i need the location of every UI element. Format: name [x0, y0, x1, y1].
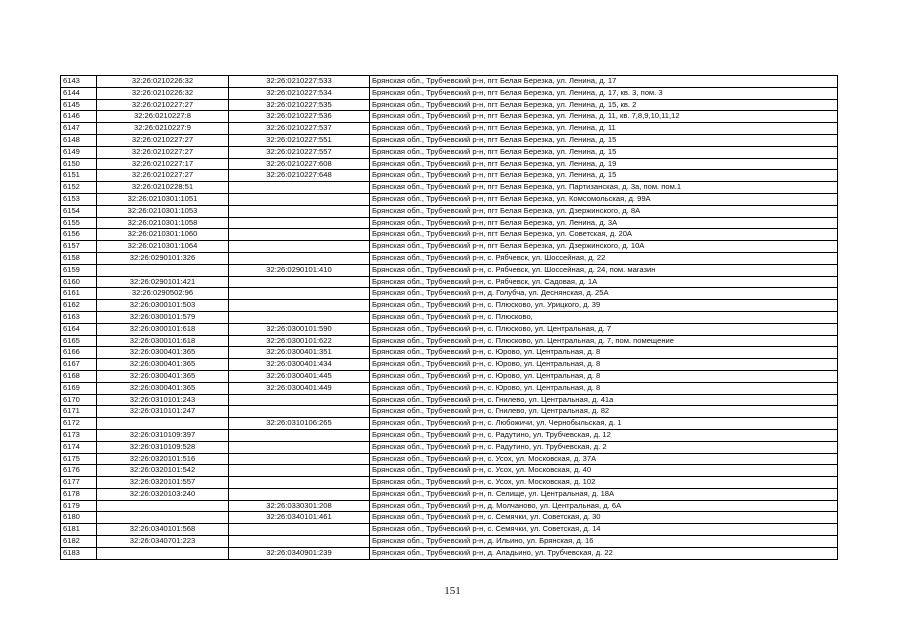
address-cell: Брянская обл., Трубчевский р-н, д. Молчаново, ул. Центральная, д. 6А [370, 500, 838, 512]
address-cell: Брянская обл., Трубчевский р-н, пгт Белая Березка, ул. Ленина, д. 15 [370, 146, 838, 158]
table-row [61, 123, 838, 135]
address-cell: Брянская обл., Трубчевский р-н, д. Ильино, ул. Брянская, д. 16 [370, 536, 838, 548]
address-cell: Брянская обл., Трубчевский р-н, с. Рябчевск, ул. Шоссейная, д. 22 [370, 252, 838, 264]
address-cell: Брянская обл., Трубчевский р-н, пгт Белая Березка, ул. Комсомольская, д. 99А [370, 193, 838, 205]
table-row [61, 300, 838, 312]
table-row [61, 146, 838, 158]
table-row [61, 252, 838, 264]
cadastral-parcel-cell: 32:26:0210227:27 [97, 134, 229, 146]
address-cell: Брянская обл., Трубчевский р-н, с. Рябчевск, ул. Шоссейная, д. 24, пом. магазин [370, 264, 838, 276]
address-cell: Брянская обл., Трубчевский р-н, пгт Белая Березка, ул. Ленина, д. 3А [370, 217, 838, 229]
cadastral-parcel-cell: 32:26:0210301:1060 [97, 229, 229, 241]
cadastral-parcel-cell: 32:26:0310109:397 [97, 429, 229, 441]
cadastral-parcel-cell: 32:26:0300401:365 [97, 347, 229, 359]
address-cell: Брянская обл., Трубчевский р-н, пгт Белая Березка, ул. Ленина, д. 15 [370, 170, 838, 182]
cadastral-object-cell [229, 205, 370, 217]
cadastral-object-cell: 32:26:0300101:590 [229, 323, 370, 335]
address-cell: Брянская обл., Трубчевский р-н, пгт Белая Березка, ул. Ленина, д. 11 [370, 123, 838, 135]
table-row [61, 217, 838, 229]
cadastral-object-cell: 32:26:0310106:265 [229, 418, 370, 430]
address-cell: Брянская обл., Трубчевский р-н, пгт Белая Березка, ул. Ленина, д. 17, кв. 3, пом. 3 [370, 87, 838, 99]
row-number-cell: 6171 [61, 406, 97, 418]
cadastral-parcel-cell: 32:26:0340701:223 [97, 536, 229, 548]
row-number-cell: 6158 [61, 252, 97, 264]
cadastral-object-cell [229, 406, 370, 418]
address-cell: Брянская обл., Трубчевский р-н, с. Радутино, ул. Трубчевская, д. 2 [370, 441, 838, 453]
cadastral-object-cell [229, 524, 370, 536]
cadastral-object-cell [229, 453, 370, 465]
cadastral-object-cell [229, 441, 370, 453]
table-row [61, 170, 838, 182]
row-number-cell: 6144 [61, 87, 97, 99]
row-number-cell: 6154 [61, 205, 97, 217]
cadastral-object-cell [229, 394, 370, 406]
cadastral-parcel-cell: 32:26:0340101:568 [97, 524, 229, 536]
row-number-cell: 6152 [61, 182, 97, 194]
row-number-cell: 6166 [61, 347, 97, 359]
cadastral-object-cell [229, 288, 370, 300]
table-row [61, 359, 838, 371]
cadastral-object-cell: 32:26:0210227:534 [229, 87, 370, 99]
cadastral-parcel-cell: 32:26:0210301:1051 [97, 193, 229, 205]
table-row [61, 394, 838, 406]
address-cell: Брянская обл., Трубчевский р-н, пгт Белая Березка, ул. Ленина, д. 15 [370, 134, 838, 146]
row-number-cell: 6162 [61, 300, 97, 312]
cadastral-object-cell [229, 429, 370, 441]
cadastral-parcel-cell: 32:26:0320101:542 [97, 465, 229, 477]
table-row [61, 418, 838, 430]
cadastral-parcel-cell: 32:26:0320101:516 [97, 453, 229, 465]
row-number-cell: 6169 [61, 382, 97, 394]
table-row [61, 500, 838, 512]
row-number-cell: 6174 [61, 441, 97, 453]
cadastral-object-cell [229, 465, 370, 477]
cadastral-object-cell [229, 182, 370, 194]
cadastral-parcel-cell: 32:26:0300401:365 [97, 359, 229, 371]
address-cell: Брянская обл., Трубчевский р-н, с. Юрово, ул. Центральная, д. 8 [370, 370, 838, 382]
address-cell: Брянская обл., Трубчевский р-н, с. Юрово, ул. Центральная, д. 8 [370, 382, 838, 394]
address-cell: Брянская обл., Трубчевский р-н, пгт Белая Березка, ул. Ленина, д. 17 [370, 76, 838, 88]
cadastral-parcel-cell: 32:26:0320101:557 [97, 477, 229, 489]
table-row [61, 347, 838, 359]
cadastral-object-cell [229, 193, 370, 205]
address-cell: Брянская обл., Трубчевский р-н, с. Радутино, ул. Трубчевская, д. 12 [370, 429, 838, 441]
row-number-cell: 6183 [61, 547, 97, 559]
address-cell: Брянская обл., Трубчевский р-н, д. Аладьино, ул. Трубчевская, д. 22 [370, 547, 838, 559]
table-row [61, 276, 838, 288]
row-number-cell: 6180 [61, 512, 97, 524]
table-row [61, 512, 838, 524]
cadastral-parcel-cell: 32:26:0210226:32 [97, 76, 229, 88]
cadastral-parcel-cell: 32:26:0290101:421 [97, 276, 229, 288]
cadastral-object-cell: 32:26:0210227:536 [229, 111, 370, 123]
table-row [61, 406, 838, 418]
row-number-cell: 6163 [61, 311, 97, 323]
address-cell: Брянская обл., Трубчевский р-н, пгт Белая Березка, ул. Дзержинского, д. 8А [370, 205, 838, 217]
cadastral-object-cell [229, 300, 370, 312]
row-number-cell: 6178 [61, 488, 97, 500]
table-row [61, 547, 838, 559]
cadastral-object-cell [229, 311, 370, 323]
cadastral-parcel-cell: 32:26:0210228:51 [97, 182, 229, 194]
table-row [61, 205, 838, 217]
address-cell: Брянская обл., Трубчевский р-н, с. Усох, ул. Московская, д. 40 [370, 465, 838, 477]
row-number-cell: 6173 [61, 429, 97, 441]
table-row [61, 477, 838, 489]
cadastral-parcel-cell: 32:26:0310101:243 [97, 394, 229, 406]
cadastral-parcel-cell: 32:26:0300101:579 [97, 311, 229, 323]
row-number-cell: 6157 [61, 241, 97, 253]
table-row [61, 288, 838, 300]
cadastral-object-cell [229, 217, 370, 229]
cadastral-object-cell: 32:26:0210227:535 [229, 99, 370, 111]
address-cell: Брянская обл., Трубчевский р-н, пгт Белая Березка, ул. Ленина, д. 15, кв. 2 [370, 99, 838, 111]
row-number-cell: 6143 [61, 76, 97, 88]
address-cell: Брянская обл., Трубчевский р-н, пгт Белая Березка, ул. Ленина, д. 19 [370, 158, 838, 170]
row-number-cell: 6149 [61, 146, 97, 158]
table-row [61, 370, 838, 382]
cadastral-object-cell: 32:26:0300101:622 [229, 335, 370, 347]
address-cell: Брянская обл., Трубчевский р-н, с. Семячки, ул. Советская, д. 30 [370, 512, 838, 524]
address-cell: Брянская обл., Трубчевский р-н, п. Селище, ул. Центральная, д. 18А [370, 488, 838, 500]
cadastral-object-cell: 32:26:0330301:208 [229, 500, 370, 512]
table-row [61, 241, 838, 253]
row-number-cell: 6167 [61, 359, 97, 371]
cadastral-object-cell [229, 536, 370, 548]
cadastral-object-cell: 32:26:0210227:648 [229, 170, 370, 182]
row-number-cell: 6147 [61, 123, 97, 135]
row-number-cell: 6160 [61, 276, 97, 288]
cadastral-object-cell: 32:26:0210227:533 [229, 76, 370, 88]
row-number-cell: 6164 [61, 323, 97, 335]
table-row [61, 99, 838, 111]
table-row [61, 429, 838, 441]
cadastral-object-cell [229, 229, 370, 241]
cadastral-parcel-cell: 32:26:0210227:17 [97, 158, 229, 170]
address-cell: Брянская обл., Трубчевский р-н, с. Усох, ул. Московская, д. 37А [370, 453, 838, 465]
cadastral-object-cell [229, 488, 370, 500]
table-row [61, 229, 838, 241]
cadastral-parcel-cell: 32:26:0300101:618 [97, 335, 229, 347]
cadastral-parcel-cell: 32:26:0210227:8 [97, 111, 229, 123]
table-row [61, 524, 838, 536]
table-row [61, 158, 838, 170]
row-number-cell: 6161 [61, 288, 97, 300]
table-row [61, 453, 838, 465]
address-cell: Брянская обл., Трубчевский р-н, пгт Белая Березка, ул. Дзержинского, д. 10А [370, 241, 838, 253]
row-number-cell: 6179 [61, 500, 97, 512]
cadastral-parcel-cell [97, 500, 229, 512]
register-table [60, 75, 838, 560]
cadastral-object-cell: 32:26:0290101:410 [229, 264, 370, 276]
cadastral-object-cell: 32:26:0210227:551 [229, 134, 370, 146]
cadastral-parcel-cell: 32:26:0290502:96 [97, 288, 229, 300]
row-number-cell: 6182 [61, 536, 97, 548]
table-row [61, 193, 838, 205]
cadastral-parcel-cell: 32:26:0210226:32 [97, 87, 229, 99]
table-row [61, 87, 838, 99]
cadastral-parcel-cell: 32:26:0210227:27 [97, 99, 229, 111]
cadastral-object-cell: 32:26:0340101:461 [229, 512, 370, 524]
cadastral-parcel-cell: 32:26:0210301:1058 [97, 217, 229, 229]
address-cell: Брянская обл., Трубчевский р-н, с. Плюсково, [370, 311, 838, 323]
cadastral-parcel-cell: 32:26:0320103:240 [97, 488, 229, 500]
table-row [61, 382, 838, 394]
address-cell: Брянская обл., Трубчевский р-н, д. Голубча, ул. Деснянская, д. 25А [370, 288, 838, 300]
row-number-cell: 6159 [61, 264, 97, 276]
row-number-cell: 6175 [61, 453, 97, 465]
cadastral-object-cell: 32:26:0340901:239 [229, 547, 370, 559]
table-row [61, 465, 838, 477]
cadastral-object-cell: 32:26:0210227:537 [229, 123, 370, 135]
cadastral-object-cell: 32:26:0300401:351 [229, 347, 370, 359]
cadastral-object-cell: 32:26:0300401:445 [229, 370, 370, 382]
cadastral-parcel-cell: 32:26:0300101:503 [97, 300, 229, 312]
cadastral-parcel-cell: 32:26:0310101:247 [97, 406, 229, 418]
address-cell: Брянская обл., Трубчевский р-н, с. Семячки, ул. Советская, д. 14 [370, 524, 838, 536]
address-cell: Брянская обл., Трубчевский р-н, пгт Белая Березка, ул. Партизанская, д. 3а, пом. пом.1 [370, 182, 838, 194]
table-row [61, 488, 838, 500]
table-row [61, 264, 838, 276]
row-number-cell: 6176 [61, 465, 97, 477]
page-number: 151 [444, 585, 461, 597]
cadastral-parcel-cell: 32:26:0210227:9 [97, 123, 229, 135]
cadastral-parcel-cell [97, 512, 229, 524]
row-number-cell: 6146 [61, 111, 97, 123]
row-number-cell: 6177 [61, 477, 97, 489]
address-cell: Брянская обл., Трубчевский р-н, пгт Белая Березка, ул. Советская, д. 20А [370, 229, 838, 241]
table-row [61, 323, 838, 335]
row-number-cell: 6148 [61, 134, 97, 146]
table-row [61, 335, 838, 347]
row-number-cell: 6172 [61, 418, 97, 430]
table-row [61, 76, 838, 88]
address-cell: Брянская обл., Трубчевский р-н, с. Усох, ул. Московская, д. 102 [370, 477, 838, 489]
address-cell: Брянская обл., Трубчевский р-н, с. Гнилево, ул. Центральная, д. 82 [370, 406, 838, 418]
cadastral-object-cell [229, 241, 370, 253]
cadastral-parcel-cell: 32:26:0300401:365 [97, 370, 229, 382]
register-table-body [61, 76, 838, 560]
cadastral-parcel-cell: 32:26:0300401:365 [97, 382, 229, 394]
row-number-cell: 6151 [61, 170, 97, 182]
table-row [61, 441, 838, 453]
cadastral-object-cell [229, 252, 370, 264]
address-cell: Брянская обл., Трубчевский р-н, с. Любожичи, ул. Чернобыльская, д. 1 [370, 418, 838, 430]
cadastral-parcel-cell: 32:26:0210227:27 [97, 170, 229, 182]
address-cell: Брянская обл., Трубчевский р-н, пгт Белая Березка, ул. Ленина, д. 11, кв. 7,8,9,10,11,12 [370, 111, 838, 123]
cadastral-parcel-cell: 32:26:0290101:326 [97, 252, 229, 264]
address-cell: Брянская обл., Трубчевский р-н, с. Гнилево, ул. Центральная, д. 41а [370, 394, 838, 406]
address-cell: Брянская обл., Трубчевский р-н, с. Плюсково, ул. Центральная, д. 7 [370, 323, 838, 335]
row-number-cell: 6150 [61, 158, 97, 170]
table-row [61, 536, 838, 548]
address-cell: Брянская обл., Трубчевский р-н, с. Юрово, ул. Центральная, д. 8 [370, 359, 838, 371]
table-row [61, 311, 838, 323]
row-number-cell: 6145 [61, 99, 97, 111]
row-number-cell: 6165 [61, 335, 97, 347]
row-number-cell: 6181 [61, 524, 97, 536]
cadastral-object-cell: 32:26:0300401:434 [229, 359, 370, 371]
row-number-cell: 6168 [61, 370, 97, 382]
cadastral-parcel-cell: 32:26:0300101:618 [97, 323, 229, 335]
cadastral-parcel-cell: 32:26:0210301:1064 [97, 241, 229, 253]
cadastral-parcel-cell: 32:26:0210301:1053 [97, 205, 229, 217]
cadastral-object-cell: 32:26:0210227:608 [229, 158, 370, 170]
cadastral-object-cell: 32:26:0210227:557 [229, 146, 370, 158]
cadastral-parcel-cell [97, 547, 229, 559]
address-cell: Брянская обл., Трубчевский р-н, с. Рябчевск, ул. Садовая, д. 1А [370, 276, 838, 288]
cadastral-object-cell [229, 477, 370, 489]
cadastral-parcel-cell: 32:26:0210227:27 [97, 146, 229, 158]
row-number-cell: 6155 [61, 217, 97, 229]
table-row [61, 111, 838, 123]
cadastral-parcel-cell: 32:26:0310109:528 [97, 441, 229, 453]
row-number-cell: 6170 [61, 394, 97, 406]
table-row [61, 134, 838, 146]
cadastral-parcel-cell [97, 418, 229, 430]
cadastral-object-cell [229, 276, 370, 288]
address-cell: Брянская обл., Трубчевский р-н, с. Плюсково, ул. Центральная, д. 7, пом. помещение [370, 335, 838, 347]
cadastral-object-cell: 32:26:0300401:449 [229, 382, 370, 394]
address-cell: Брянская обл., Трубчевский р-н, с. Плюсково, ул. Урицкого, д. 39 [370, 300, 838, 312]
address-cell: Брянская обл., Трубчевский р-н, с. Юрово, ул. Центральная, д. 8 [370, 347, 838, 359]
cadastral-parcel-cell [97, 264, 229, 276]
row-number-cell: 6156 [61, 229, 97, 241]
row-number-cell: 6153 [61, 193, 97, 205]
table-row [61, 182, 838, 194]
